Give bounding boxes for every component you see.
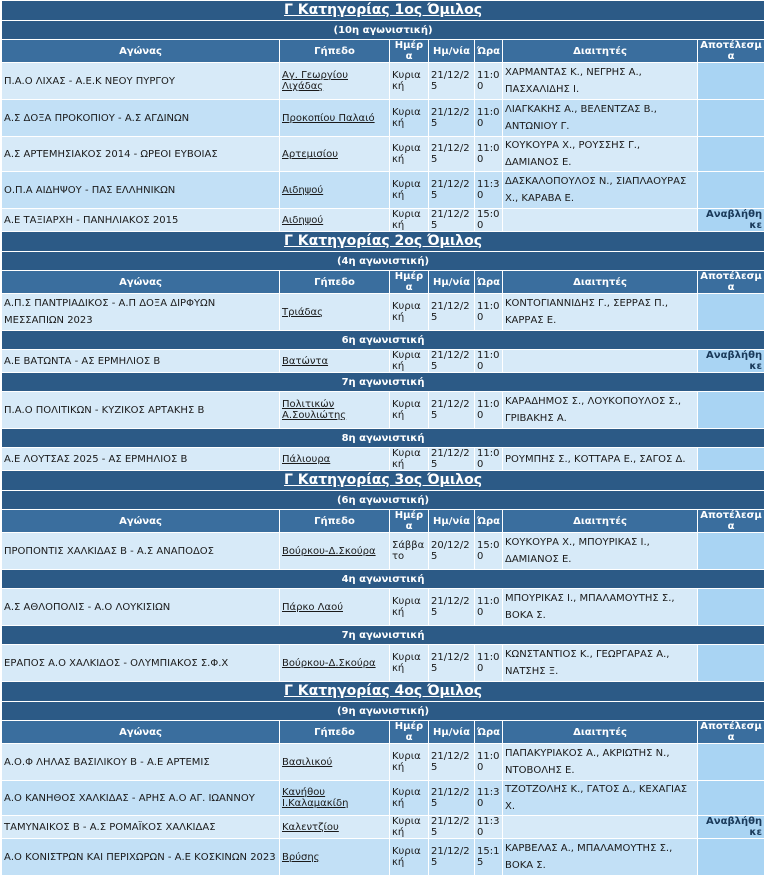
match-day: Κυριακή [390,63,429,100]
column-header-row [2,40,765,63]
match-teams: Π.Α.Ο ΠΟΛΙΤΙΚΩΝ - ΚΥΖΙΚΟΣ ΑΡΤΑΚΗΣ Β [2,392,280,429]
match-venue-cell [280,100,390,137]
round-row [2,702,765,721]
match-date: 21/12/25 [429,137,475,172]
group-title-row [2,682,765,702]
match-venue-cell [280,294,390,331]
match-teams: Π.Α.Ο ΛΙΧΑΣ - Α.Ε.Κ ΝΕΟΥ ΠΥΡΓΟΥ [2,63,280,100]
group-title[interactable] [2,1,765,21]
match-referees: ΚΟΥΚΟΥΡΑ Χ., ΜΠΟΥΡΙΚΑΣ Ι., ΔΑΜΙΑΝΟΣ Ε. [503,533,698,570]
match-time: 11:00 [475,744,503,781]
match-date: 21/12/25 [429,645,475,682]
col-header-day: Ημέρα [390,510,429,533]
round-label: 7η αγωνιστική [2,626,765,645]
match-result [698,172,765,209]
match-row [2,294,765,331]
match-time: 11:30 [475,172,503,209]
venue-link[interactable]: Πολιτικών Α.Σουλιώτης [282,399,347,421]
match-day: Σάββατο [390,533,429,570]
column-header-row [2,721,765,744]
match-date: 21/12/25 [429,209,475,232]
match-result [698,589,765,626]
match-venue-cell [280,63,390,100]
match-day: Κυριακή [390,209,429,232]
match-date: 20/12/25 [429,533,475,570]
match-date: 21/12/25 [429,589,475,626]
match-referees: ΚΑΡΑΔΗΜΟΣ Σ., ΛΟΥΚΟΠΟΥΛΟΣ Σ., ΓΡΙΒΑΚΗΣ Α. [503,392,698,429]
col-header-referees: Διαιτητές [503,721,698,744]
col-header-time: Ώρα [475,271,503,294]
match-date: 21/12/25 [429,839,475,876]
match-day: Κυριακή [390,172,429,209]
match-time: 11:00 [475,137,503,172]
match-time: 11:00 [475,392,503,429]
venue-link[interactable]: Αρτεμισίου [282,148,338,160]
match-date: 21/12/25 [429,744,475,781]
match-referees [503,350,698,373]
venue-link[interactable]: Βρύσης [282,851,320,863]
col-header-match: Αγώνας [2,40,280,63]
venue-link[interactable]: Πάρκο Λαού [282,601,343,613]
match-row [2,100,765,137]
match-day: Κυριακή [390,744,429,781]
venue-link[interactable]: Πάλιουρα [282,453,331,465]
match-referees [503,816,698,839]
match-day: Κυριακή [390,645,429,682]
match-row [2,781,765,816]
match-day: Κυριακή [390,781,429,816]
col-header-date: Ημ/νία [429,721,475,744]
match-result [698,294,765,331]
match-day: Κυριακή [390,816,429,839]
match-row [2,448,765,471]
match-venue-cell [280,350,390,373]
col-header-time: Ώρα [475,510,503,533]
column-header-row [2,510,765,533]
match-time: 15:00 [475,533,503,570]
round-label: (9η αγωνιστική) [2,702,765,721]
match-venue-cell [280,209,390,232]
group-title-row [2,1,765,21]
match-time: 11:00 [475,294,503,331]
match-row [2,839,765,876]
match-day: Κυριακή [390,350,429,373]
match-row [2,645,765,682]
col-header-match: Αγώνας [2,721,280,744]
venue-link[interactable]: Βούρκου-Δ.Σκούρα [282,657,376,669]
col-header-referees: Διαιτητές [503,510,698,533]
col-header-day: Ημέρα [390,271,429,294]
match-venue-cell [280,839,390,876]
match-row [2,533,765,570]
col-header-date: Ημ/νία [429,40,475,63]
fixtures-table [1,0,765,876]
match-time: 11:00 [475,448,503,471]
match-result [698,448,765,471]
round-row [2,626,765,645]
match-time: 11:00 [475,589,503,626]
group-title[interactable] [2,232,765,252]
match-row [2,63,765,100]
col-header-match: Αγώνας [2,271,280,294]
match-day: Κυριακή [390,392,429,429]
group-title-row [2,232,765,252]
match-referees: ΔΑΣΚΑΛΟΠΟΥΛΟΣ Ν., ΣΙΑΠΛΑΟΥΡΑΣ Χ., ΚΑΡΑΒΑ Ε. [503,172,698,209]
venue-link[interactable]: Αγ. Γεωργίου Λιχάδας [282,70,349,92]
col-header-venue: Γήπεδο [280,40,390,63]
venue-link[interactable]: Βούρκου-Δ.Σκούρα [282,545,376,557]
match-time: 15:15 [475,839,503,876]
venue-link[interactable]: Κανήθου Ι.Καλαμακίδη [282,787,349,809]
group-title-link[interactable]: Γ Κατηγορίας 4ος Όμιλος [283,683,483,699]
match-day: Κυριακή [390,137,429,172]
round-row [2,252,765,271]
match-time: 11:00 [475,100,503,137]
match-venue-cell [280,744,390,781]
group-title-link[interactable]: Γ Κατηγορίας 1ος Όμιλος [283,2,483,18]
col-header-day: Ημέρα [390,721,429,744]
match-time: 11:00 [475,645,503,682]
match-date: 21/12/25 [429,172,475,209]
col-header-result: Αποτέλεσμα [698,510,765,533]
round-label: (4η αγωνιστική) [2,252,765,271]
venue-link[interactable]: Προκοπίου Παλαιό [282,112,375,124]
match-date: 21/12/25 [429,350,475,373]
col-header-referees: Διαιτητές [503,40,698,63]
match-result [698,744,765,781]
match-teams: Α.Ε ΒΑΤΩΝΤΑ - ΑΣ ΕΡΜΗΛΙΟΣ Β [2,350,280,373]
col-header-result: Αποτέλεσμα [698,40,765,63]
match-time: 11:00 [475,63,503,100]
round-label: 6η αγωνιστική [2,331,765,350]
match-result: Αναβλήθηκε [698,350,765,373]
round-label: (6η αγωνιστική) [2,491,765,510]
match-teams: ΕΡΑΠΟΣ Α.Ο ΧΑΛΚΙΔΟΣ - ΟΛΥΜΠΙΑΚΟΣ Σ.Φ.Χ [2,645,280,682]
match-day: Κυριακή [390,100,429,137]
round-label: 7η αγωνιστική [2,373,765,392]
venue-link[interactable]: Καλεντζίου [282,821,339,833]
match-result [698,839,765,876]
venue-link[interactable]: Τριάδας [282,306,324,318]
group-title-link[interactable]: Γ Κατηγορίας 3ος Όμιλος [283,472,483,488]
match-referees: ΧΑΡΜΑΝΤΑΣ Κ., ΝΕΓΡΗΣ Α., ΠΑΣΧΑΛΙΔΗΣ Ι. [503,63,698,100]
match-venue-cell [280,816,390,839]
col-header-match: Αγώνας [2,510,280,533]
match-row [2,744,765,781]
venue-link[interactable]: Βατώντα [282,355,329,367]
match-venue-cell [280,172,390,209]
match-row [2,172,765,209]
match-venue-cell [280,137,390,172]
col-header-date: Ημ/νία [429,510,475,533]
match-result [698,63,765,100]
match-referees: ΤΖΟΤΖΟΛΗΣ Κ., ΓΑΤΟΣ Δ., ΚΕΧΑΓΙΑΣ Χ. [503,781,698,816]
match-teams: ΤΑΜΥΝΑΙΚΟΣ Β - Α.Σ ΡΟΜΑΪΚΟΣ ΧΑΛΚΙΔΑΣ [2,816,280,839]
match-result [698,137,765,172]
match-referees: ΚΑΡΒΕΛΑΣ Α., ΜΠΑΛΑΜΟΥΤΗΣ Σ., ΒΟΚΑ Σ. [503,839,698,876]
match-result [698,781,765,816]
match-row [2,137,765,172]
match-teams: ΠΡΟΠΟΝΤΙΣ ΧΑΛΚΙΔΑΣ Β - Α.Σ ΑΝΑΠΟΔΟΣ [2,533,280,570]
match-teams: Α.Ο ΚΟΝΙΣΤΡΩΝ ΚΑΙ ΠΕΡΙΧΩΡΩΝ - Α.Ε ΚΟΣΚΙΝΩΝ 2023 [2,839,280,876]
match-result [698,392,765,429]
group-title-row [2,471,765,491]
round-label: 4η αγωνιστική [2,570,765,589]
match-venue-cell [280,448,390,471]
match-date: 21/12/25 [429,392,475,429]
round-row [2,21,765,40]
round-row [2,491,765,510]
match-result [698,100,765,137]
match-time: 11:30 [475,816,503,839]
col-header-venue: Γήπεδο [280,271,390,294]
col-header-time: Ώρα [475,721,503,744]
col-header-referees: Διαιτητές [503,271,698,294]
match-date: 21/12/25 [429,100,475,137]
match-result: Αναβλήθηκε [698,209,765,232]
match-day: Κυριακή [390,448,429,471]
match-referees [503,209,698,232]
match-teams: Α.Σ ΔΟΞΑ ΠΡΟΚΟΠΙΟΥ - Α.Σ ΑΓΔΙΝΩΝ [2,100,280,137]
venue-link[interactable]: Αιδηψού [282,184,324,196]
group-title[interactable] [2,682,765,702]
round-label: (10η αγωνιστική) [2,21,765,40]
match-teams: Α.Σ ΑΡΤΕΜΗΣΙΑΚΟΣ 2014 - ΩΡΕΟΙ ΕΥΒΟΙΑΣ [2,137,280,172]
match-date: 21/12/25 [429,294,475,331]
match-day: Κυριακή [390,294,429,331]
col-header-venue: Γήπεδο [280,510,390,533]
venue-link[interactable]: Αιδηψού [282,214,324,226]
match-row [2,350,765,373]
match-date: 21/12/25 [429,816,475,839]
match-referees: ΜΠΟΥΡΙΚΑΣ Ι., ΜΠΑΛΑΜΟΥΤΗΣ Σ., ΒΟΚΑ Σ. [503,589,698,626]
match-referees: ΛΙΑΓΚΑΚΗΣ Α., ΒΕΛΕΝΤΖΑΣ Β., ΑΝΤΩΝΙΟΥ Γ. [503,100,698,137]
col-header-day: Ημέρα [390,40,429,63]
match-day: Κυριακή [390,839,429,876]
match-referees: ΚΩΝΣΤΑΝΤΙΟΣ Κ., ΓΕΩΡΓΑΡΑΣ Α., ΝΑΤΣΗΣ Ξ. [503,645,698,682]
venue-link[interactable]: Βασιλικού [282,756,333,768]
match-venue-cell [280,589,390,626]
round-row [2,331,765,350]
round-row [2,373,765,392]
match-result [698,645,765,682]
round-label: 8η αγωνιστική [2,429,765,448]
match-date: 21/12/25 [429,781,475,816]
group-title-link[interactable]: Γ Κατηγορίας 2ος Όμιλος [283,233,483,249]
match-referees: ΠΑΠΑΚΥΡΙΑΚΟΣ Α., ΑΚΡΙΩΤΗΣ Ν., ΝΤΟΒΟΛΗΣ Ε. [503,744,698,781]
match-time: 15:00 [475,209,503,232]
match-teams: Ο.Π.Α ΑΙΔΗΨΟΥ - ΠΑΣ ΕΛΛΗΝΙΚΩΝ [2,172,280,209]
match-teams: Α.Ε ΤΑΞΙΑΡΧΗ - ΠΑΝΗΛΙΑΚΟΣ 2015 [2,209,280,232]
match-date: 21/12/25 [429,448,475,471]
match-venue-cell [280,781,390,816]
match-result: Αναβλήθηκε [698,816,765,839]
fixtures-page [1,0,764,876]
match-venue-cell [280,533,390,570]
col-header-result: Αποτέλεσμα [698,721,765,744]
match-referees: ΚΟΥΚΟΥΡΑ Χ., ΡΟΥΣΣΗΣ Γ., ΔΑΜΙΑΝΟΣ Ε. [503,137,698,172]
match-date: 21/12/25 [429,63,475,100]
match-referees: ΚΟΝΤΟΓΙΑΝΝΙΔΗΣ Γ., ΣΕΡΡΑΣ Π., ΚΑΡΡΑΣ Ε. [503,294,698,331]
col-header-venue: Γήπεδο [280,721,390,744]
match-row [2,589,765,626]
match-row [2,392,765,429]
round-row [2,570,765,589]
col-header-time: Ώρα [475,40,503,63]
match-venue-cell [280,645,390,682]
match-teams: Α.Ο ΚΑΝΗΘΟΣ ΧΑΛΚΙΔΑΣ - ΑΡΗΣ Α.Ο ΑΓ. ΙΩΑΝΝΟΥ [2,781,280,816]
col-header-date: Ημ/νία [429,271,475,294]
match-day: Κυριακή [390,589,429,626]
match-row [2,209,765,232]
match-teams: Α.Σ ΑΘΛΟΠΟΛΙΣ - Α.Ο ΛΟΥΚΙΣΙΩΝ [2,589,280,626]
round-row [2,429,765,448]
match-teams: Α.Ο.Φ ΛΗΛΑΣ ΒΑΣΙΛΙΚΟΥ Β - Α.Ε ΑΡΤΕΜΙΣ [2,744,280,781]
match-venue-cell [280,392,390,429]
match-referees: ΡΟΥΜΠΗΣ Σ., ΚΟΤΤΑΡΑ Ε., ΣΑΓΟΣ Δ. [503,448,698,471]
group-title[interactable] [2,471,765,491]
match-time: 11:00 [475,350,503,373]
column-header-row [2,271,765,294]
match-teams: Α.Ε ΛΟΥΤΣΑΣ 2025 - ΑΣ ΕΡΜΗΛΙΟΣ Β [2,448,280,471]
match-row [2,816,765,839]
match-result [698,533,765,570]
match-teams: Α.Π.Σ ΠΑΝΤΡΙΑΔΙΚΟΣ - Α.Π ΔΟΞΑ ΔΙΡΦΥΩΝ ΜΕΣΣΑΠΙΩΝ 2023 [2,294,280,331]
col-header-result: Αποτέλεσμα [698,271,765,294]
match-time: 11:30 [475,781,503,816]
